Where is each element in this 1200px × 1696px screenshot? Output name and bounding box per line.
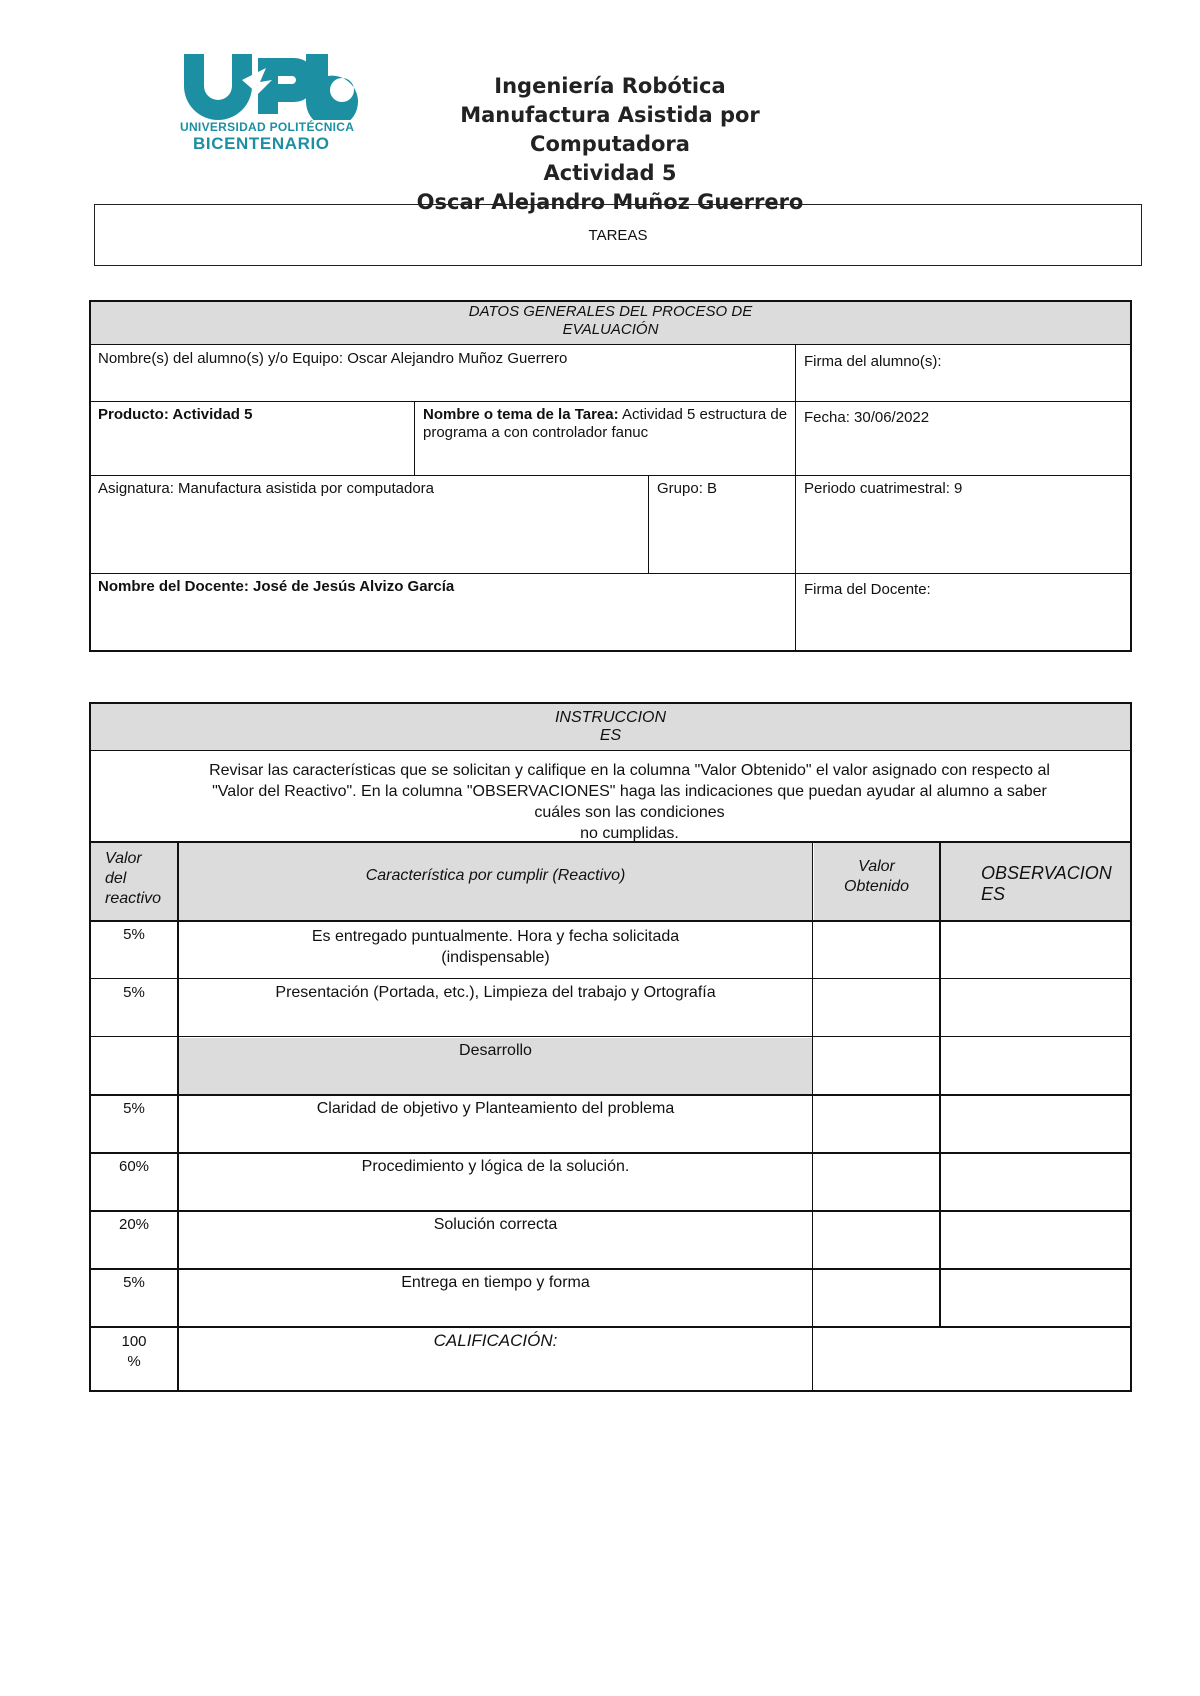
student-name-cell: Nombre(s) del alumno(s) y/o Equipo: Oscar Alejandro Muñoz Guerrero: [98, 350, 568, 367]
instructions-line2: "Valor del Reactivo". En la columna "OBSERVACIONES" haga las indicaciones que puedan ayudar al alumno a saber: [212, 783, 1047, 800]
row-1-value: 5%: [123, 926, 145, 943]
teacher-signature-cell: Firma del Docente:: [804, 581, 931, 598]
row-5-value: 60%: [118, 1158, 150, 1175]
student-signature-cell: Firma del alumno(s):: [804, 353, 942, 370]
university-logo: [180, 50, 380, 155]
tareas-label: TAREAS: [588, 226, 648, 244]
task-name-value: Actividad 5 estructura de programa a con controlador fanuc: [423, 406, 788, 441]
instructions-text: [91, 752, 1130, 842]
logo-line1: UNIVERSIDAD POLITÉCNICA: [180, 120, 355, 134]
career-title: Ingeniería Robótica: [494, 74, 726, 98]
obtained-column-header: [814, 843, 939, 920]
row-1-feature-line2: (indispensable): [441, 949, 550, 966]
value-column-header: [91, 843, 177, 920]
obtained-header-line2: Obtenido: [844, 878, 909, 895]
observations-column-header: [941, 843, 1130, 920]
general-data-title-line2: EVALUACIÓN: [562, 321, 659, 338]
value-header-line2: del: [105, 870, 127, 887]
subject-title: Manufactura Asistida por Computadora: [460, 103, 760, 156]
value-header-line3: reactivo: [105, 890, 162, 907]
group-cell: Grupo: B: [657, 480, 718, 497]
observations-header-line1: OBSERVACION: [981, 863, 1112, 883]
task-name-cell: [416, 402, 796, 476]
row-4-value: 5%: [123, 1100, 145, 1117]
teacher-cell: Nombre del Docente: José de Jesús Alvizo García: [98, 578, 455, 595]
row-2-feature: Presentación (Portada, etc.), Limpieza del trabajo y Ortografía: [275, 984, 716, 1001]
instructions-line3: cuáles son las condiciones: [534, 804, 725, 821]
grade-label: CALIFICACIÓN:: [433, 1331, 558, 1350]
row-4-feature: Claridad de objetivo y Planteamiento del problema: [316, 1100, 675, 1117]
general-data-table: [89, 300, 1132, 652]
period-cell: Periodo cuatrimestral: 9: [804, 480, 963, 497]
observations-header-line2: ES: [981, 884, 1006, 904]
row-2-value: 5%: [123, 984, 145, 1001]
tareas-box: [94, 204, 1142, 266]
row-6-value: 20%: [118, 1216, 150, 1233]
instructions-line4: no cumplidas.: [580, 825, 679, 842]
task-name-label: Nombre o tema de la Tarea:: [423, 406, 619, 423]
document-header: [380, 72, 840, 217]
rubric-table: [89, 702, 1132, 1392]
general-data-heading: [91, 302, 1130, 344]
total-value-line1: 100: [121, 1333, 147, 1350]
row-1-feature: [179, 922, 812, 978]
student-name-title: Oscar Alejandro Muñoz Guerrero: [416, 190, 804, 214]
row-5-feature: Procedimiento y lógica de la solución.: [361, 1158, 630, 1175]
activity-title: Actividad 5: [543, 161, 677, 185]
row-3-feature: Desarrollo: [179, 1038, 812, 1094]
total-value: [91, 1328, 177, 1390]
instructions-line1: Revisar las características que se solicitan y califique en la columna "Valor Obtenido" el valor asignado con respecto al: [209, 762, 1050, 779]
instructions-title-line2: ES: [599, 727, 622, 744]
product-cell: Producto: Actividad 5: [98, 406, 253, 423]
row-6-feature: Solución correcta: [433, 1216, 558, 1233]
total-value-line2: %: [127, 1353, 141, 1370]
row-1-feature-line1: Es entregado puntualmente. Hora y fecha solicitada: [311, 928, 680, 945]
value-header-line1: Valor: [105, 850, 142, 867]
general-data-title-line1: DATOS GENERALES DEL PROCESO DE: [468, 303, 753, 320]
instructions-title-line1: INSTRUCCION: [554, 709, 667, 726]
row-3-value: [91, 1038, 177, 1094]
row-7-feature: Entrega en tiempo y forma: [401, 1274, 590, 1291]
row-7-value: 5%: [123, 1274, 145, 1291]
obtained-header-line1: Valor: [858, 858, 895, 875]
date-cell: Fecha: 30/06/2022: [804, 409, 930, 426]
course-cell: Asignatura: Manufactura asistida por computadora: [98, 480, 435, 497]
instructions-heading: [91, 704, 1130, 750]
logo-line2: BICENTENARIO: [193, 134, 330, 153]
upb-logo-icon: [180, 50, 380, 120]
feature-column-header: Característica por cumplir (Reactivo): [179, 843, 812, 920]
